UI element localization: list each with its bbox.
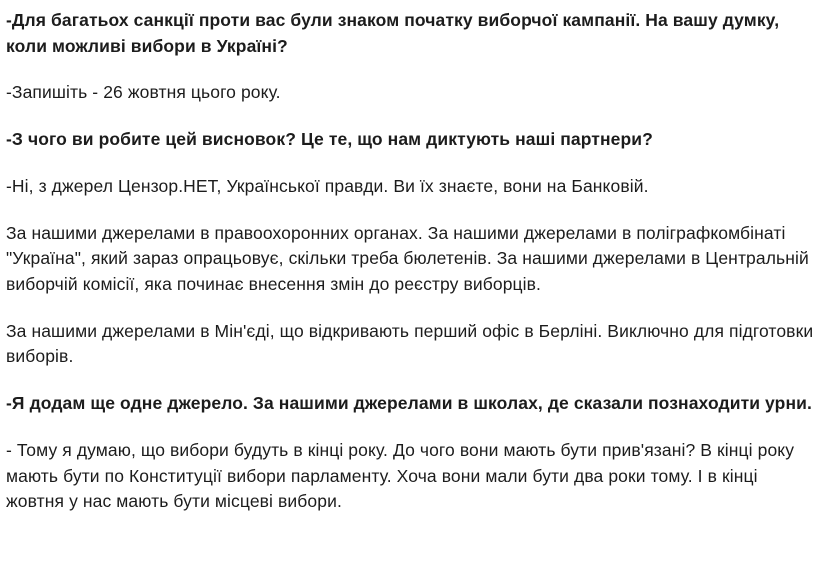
interview-answer-paragraph: - Тому я думаю, що вибори будуть в кінці року. До чого вони мають бути прив'язані? В кінці року мають бути по Конституції вибори парламенту. Хоча вони мали бути два роки тому. І в кінці жовтня у нас мають бути місцеві вибори. [6,439,795,512]
interview-question-paragraph: -Я додам ще одне джерело. За нашими джерелами в школах, де сказали познаходити урни. [6,393,812,414]
interview-answer-paragraph: -Ні, з джерел Цензор.НЕТ, Української правди. Ви їх знаєте, вони на Банковій. [6,175,649,196]
interview-question-paragraph: -Для багатьох санкції проти вас були знаком початку виборчої кампанії. На вашу думку, коли можливі вибори в Україні? [6,10,780,56]
interview-answer-paragraph: За нашими джерелами в Мін'єді, що відкривають перший офіс в Берліні. Виключно для підготовки виборів. [6,320,814,367]
interview-answer-paragraph: -Запишіть - 26 жовтня цього року. [6,82,281,103]
interview-question-paragraph: -З чого ви робите цей висновок? Це те, що нам диктують наші партнери? [6,129,653,150]
interview-answer-paragraph: За нашими джерелами в правоохоронних органах. За нашими джерелами в поліграфкомбінаті "Україна", який зараз опрацьовує, скільки треба бюлетенів. За нашими джерелами в Центральній виборчій комісії, яка починає внесення змін до реєстру виборців. [6,222,809,295]
